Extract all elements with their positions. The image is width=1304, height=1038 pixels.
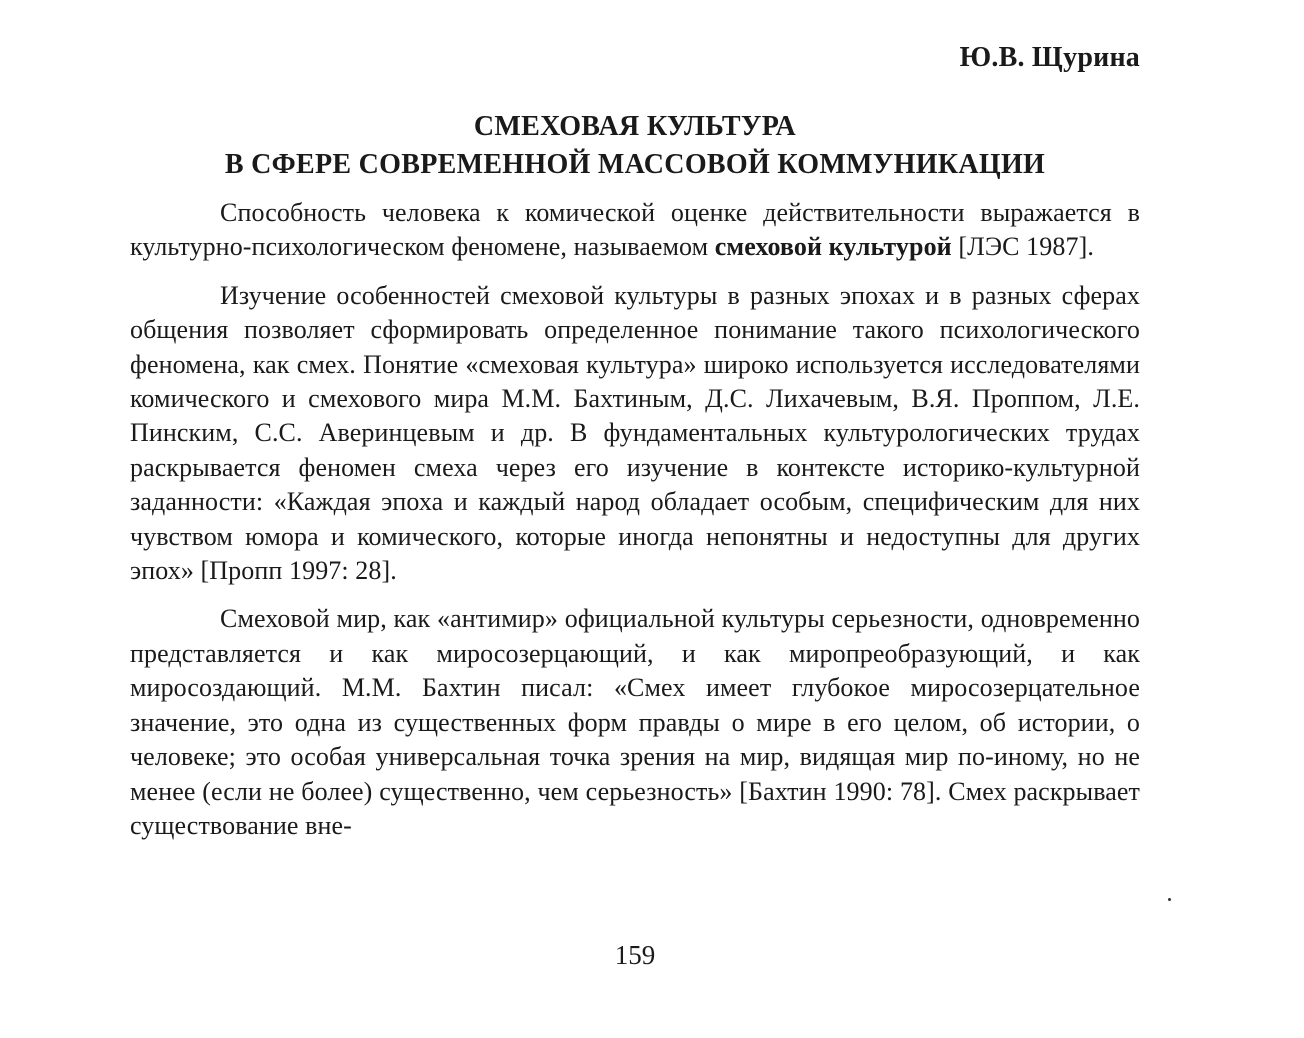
article-body [130,196,1140,857]
paragraph-1-citation: [ЛЭС 1987]. [951,232,1094,262]
article-title [130,108,1140,184]
page-number: 159 [614,940,656,970]
paragraph-1-text-start: Способность человека к комической оценке действительности выражается в культурно-психологическом феномене, называемом [130,198,1140,262]
author-name: Ю.В. Щурина [959,42,1140,73]
title-line-1: СМЕХОВАЯ КУЛЬТУРА [473,111,797,142]
term-laughter-culture: смеховой культурой [714,232,952,262]
paragraph-1 [130,196,1140,265]
paragraph-2: Изучение особенностей смеховой культуры в разных эпохах и в разных сферах общения позволяет сформировать определенное понимание такого психологического феномена, как смех. Понятие «смеховая культура» широко используется исследователями комического и смехового мира М.М. Бахтиным, Д.С. Лихачевым, В.Я. Проппом, Л.Е. Пинским, С.С. Аверинцевым и др. В фундаментальных культурологических трудах раскрывается феномен смеха через его изучение в контексте историко-культурной заданности: «Каждая эпоха и каждый народ обладает особым, специфическим для них чувством юмора и комического, которые иногда непонятны и недоступны для других эпох» [Пропп 1997: 28]. [130,280,1140,586]
title-line-2: В СФЕРЕ СОВРЕМЕННОЙ МАССОВОЙ КОММУНИКАЦИИ [224,149,1046,180]
paragraph-3: Смеховой мир, как «антимир» официальной культуры серьезности, одновременно представляется и как миросозерцающий, и как миропреобразующий, и как миросоздающий. М.М. Бахтин писал: «Смех имеет глубокое миросозерцательное значение, это одна из существенных форм правды о мире в его целом, об истории, о человеке; это особая универсальная точка зрения на мир, видящая мир по-иному, но не менее (если не более) существенно, чем серьезность» [Бахтин 1990: 78]. Смех раскрывает существование вне- [130,604,1140,840]
document-page [130,0,1140,1038]
scan-speck [1168,898,1171,901]
